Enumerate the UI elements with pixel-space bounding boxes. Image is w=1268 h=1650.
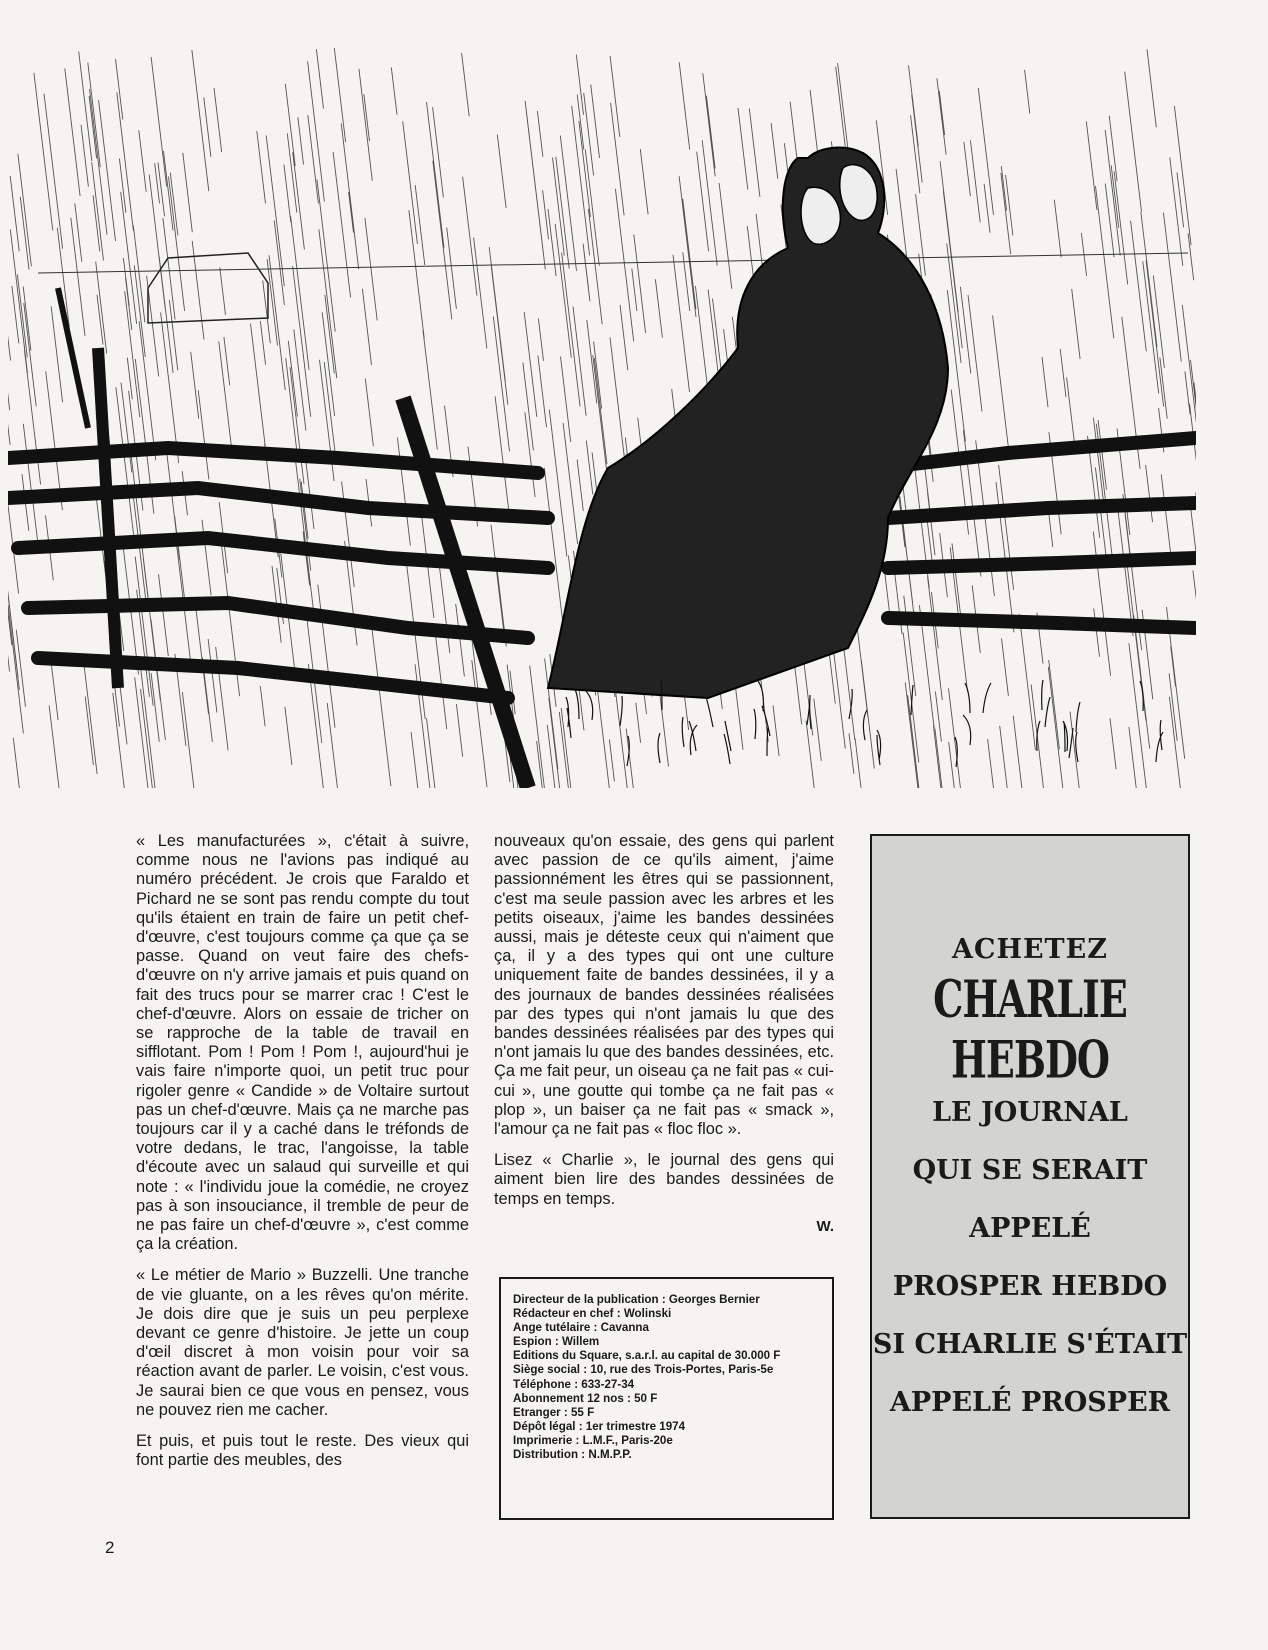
fence-rail xyxy=(888,503,1196,518)
credit-line: Ange tutélaire : Cavanna xyxy=(513,1321,649,1335)
credit-line: Directeur de la publication : Georges Bernier xyxy=(513,1293,760,1306)
fence-rail xyxy=(8,488,548,518)
credit-line: Siège social : 10, rue des Trois-Portes, Paris-5e xyxy=(513,1363,774,1377)
charlie-hebdo-ad xyxy=(870,834,1190,1519)
paragraph: « Le métier de Mario » Buzzelli. Une tranche de vie gluante, on a les rêves qu'on mérite. Je dois dire que je suis un peu perplexe devant ce genre d'histoire. Je jette un coup d'œil discret à mon voisin pour voir sa réaction avant de parler. Le voisin, c'est vous. Je saurai bien ce que vous en pensez, vous ne pouvez rien me cacher. xyxy=(136,1266,469,1419)
fence-rail xyxy=(888,618,1196,628)
paragraph: « Les manufacturées », c'était à suivre, comme nous ne l'avions pas indiqué au numéro précédent. Je crois que Faraldo et Pichard ne se sont pas rendu compte du tout qu'ils étaient en train de faire un petit chef-d'œuvre, c'est toujours comme ça que ça se passe. Quand on veut faire des chefs-d'œuvre on n'y arrive jamais et puis quand on fait des trucs pour se marrer crac ! C'est le chef-d'œuvre. Alors on essaie de tricher on se rapproche de la table de travail en sifflotant. Pom ! Pom ! Pom !, aujourd'hui je vais faire n'importe quoi, un petit truc pour rigoler genre « Candide » de Voltaire surtout pas un chef-d'œuvre. Mais ça ne marche pas toujours car il y a caché dans le tréfonds de votre dedans, le trac, l'angoisse, la table d'écoute avec un salaud qui surveille et qui note : « l'individu joue la comédie, ne croyez pas à son insouciance, il tremble de peur de ne pas faire un chef-d'œuvre », c'est comme ça la création. xyxy=(136,832,469,1254)
paragraph: Et puis, et puis tout le reste. Des vieux qui font partie des meubles, des xyxy=(136,1432,469,1470)
fence-post xyxy=(58,288,88,428)
signature: W. xyxy=(816,1217,834,1235)
article-column-right xyxy=(494,832,834,1236)
ad-line: SI CHARLIE S'ÉTAIT xyxy=(872,1329,1188,1360)
credit-line: Dépôt légal : 1er trimestre 1974 xyxy=(513,1419,686,1433)
publication-credits-box xyxy=(499,1277,834,1520)
fence-rail xyxy=(28,603,528,638)
article-column-left xyxy=(136,832,469,1483)
illustration xyxy=(8,48,1196,788)
credit-line: Distribution : N.M.P.P. xyxy=(513,1448,632,1462)
ad-line: APPELÉ PROSPER xyxy=(889,1387,1171,1418)
credit-line: Imprimerie : L.M.F., Paris-20e xyxy=(513,1433,673,1447)
ad-line: LE JOURNAL xyxy=(932,1097,1128,1128)
fence-post xyxy=(403,398,528,788)
credit-line: Editions du Square, s.a.r.l. au capital de 30.000 F xyxy=(513,1349,781,1363)
ad-line: PROSPER HEBDO xyxy=(892,1271,1168,1302)
ad-buy-text: ACHETEZ xyxy=(952,934,1108,965)
ad-line: QUI SE SERAIT xyxy=(912,1155,1148,1186)
ad-tagline xyxy=(872,1084,1188,1432)
ad-title: CHARLIE HEBDO xyxy=(933,968,1127,1090)
page-number: 2 xyxy=(105,1538,115,1557)
ad-line: APPELÉ xyxy=(969,1213,1091,1244)
credit-line: Etranger : 55 F xyxy=(513,1405,595,1419)
fence-rail xyxy=(888,558,1196,568)
credit-line: Espion : Willem xyxy=(513,1335,600,1349)
credit-line: Téléphone : 633-27-34 xyxy=(513,1377,635,1391)
paragraph: Lisez « Charlie », le journal des gens qui aiment bien lire des bandes dessinées de temps en temps. xyxy=(494,1151,834,1208)
credit-line: Rédacteur en chef : Wolinski xyxy=(513,1307,672,1321)
couple-on-fence-in-rain-drawing xyxy=(8,48,1196,788)
paragraph: nouveaux qu'on essaie, des gens qui parlent avec passion de ce qu'ils aiment, j'aime passionnément les êtres qui se passionnent, c'est ma seule passion avec les arbres et les petits oiseaux, j'aime les bandes dessinées aussi, mais je déteste ceux qui n'aiment que ça, il y a des types qui ont une culture uniquement faite de bandes dessinées, il y a des journaux de bandes dessinées réalisées par des types qui n'ont jamais lu que des bandes dessinées réalisées par des types qui n'ont jamais lu que des bandes dessinées, etc. Ça me fait peur, un oiseau ça ne fait pas « cui-cui », une goutte qui tombe ça ne fait pas « plop », un baiser ça ne fait pas « smack », l'amour ça ne fait pas « floc floc ». xyxy=(494,832,834,1139)
credit-line: Abonnement 12 nos : 50 F xyxy=(513,1391,658,1405)
fence-rail xyxy=(18,538,548,568)
fence-rail xyxy=(38,658,508,698)
fence-post xyxy=(98,348,118,688)
fence-rail xyxy=(8,448,538,473)
